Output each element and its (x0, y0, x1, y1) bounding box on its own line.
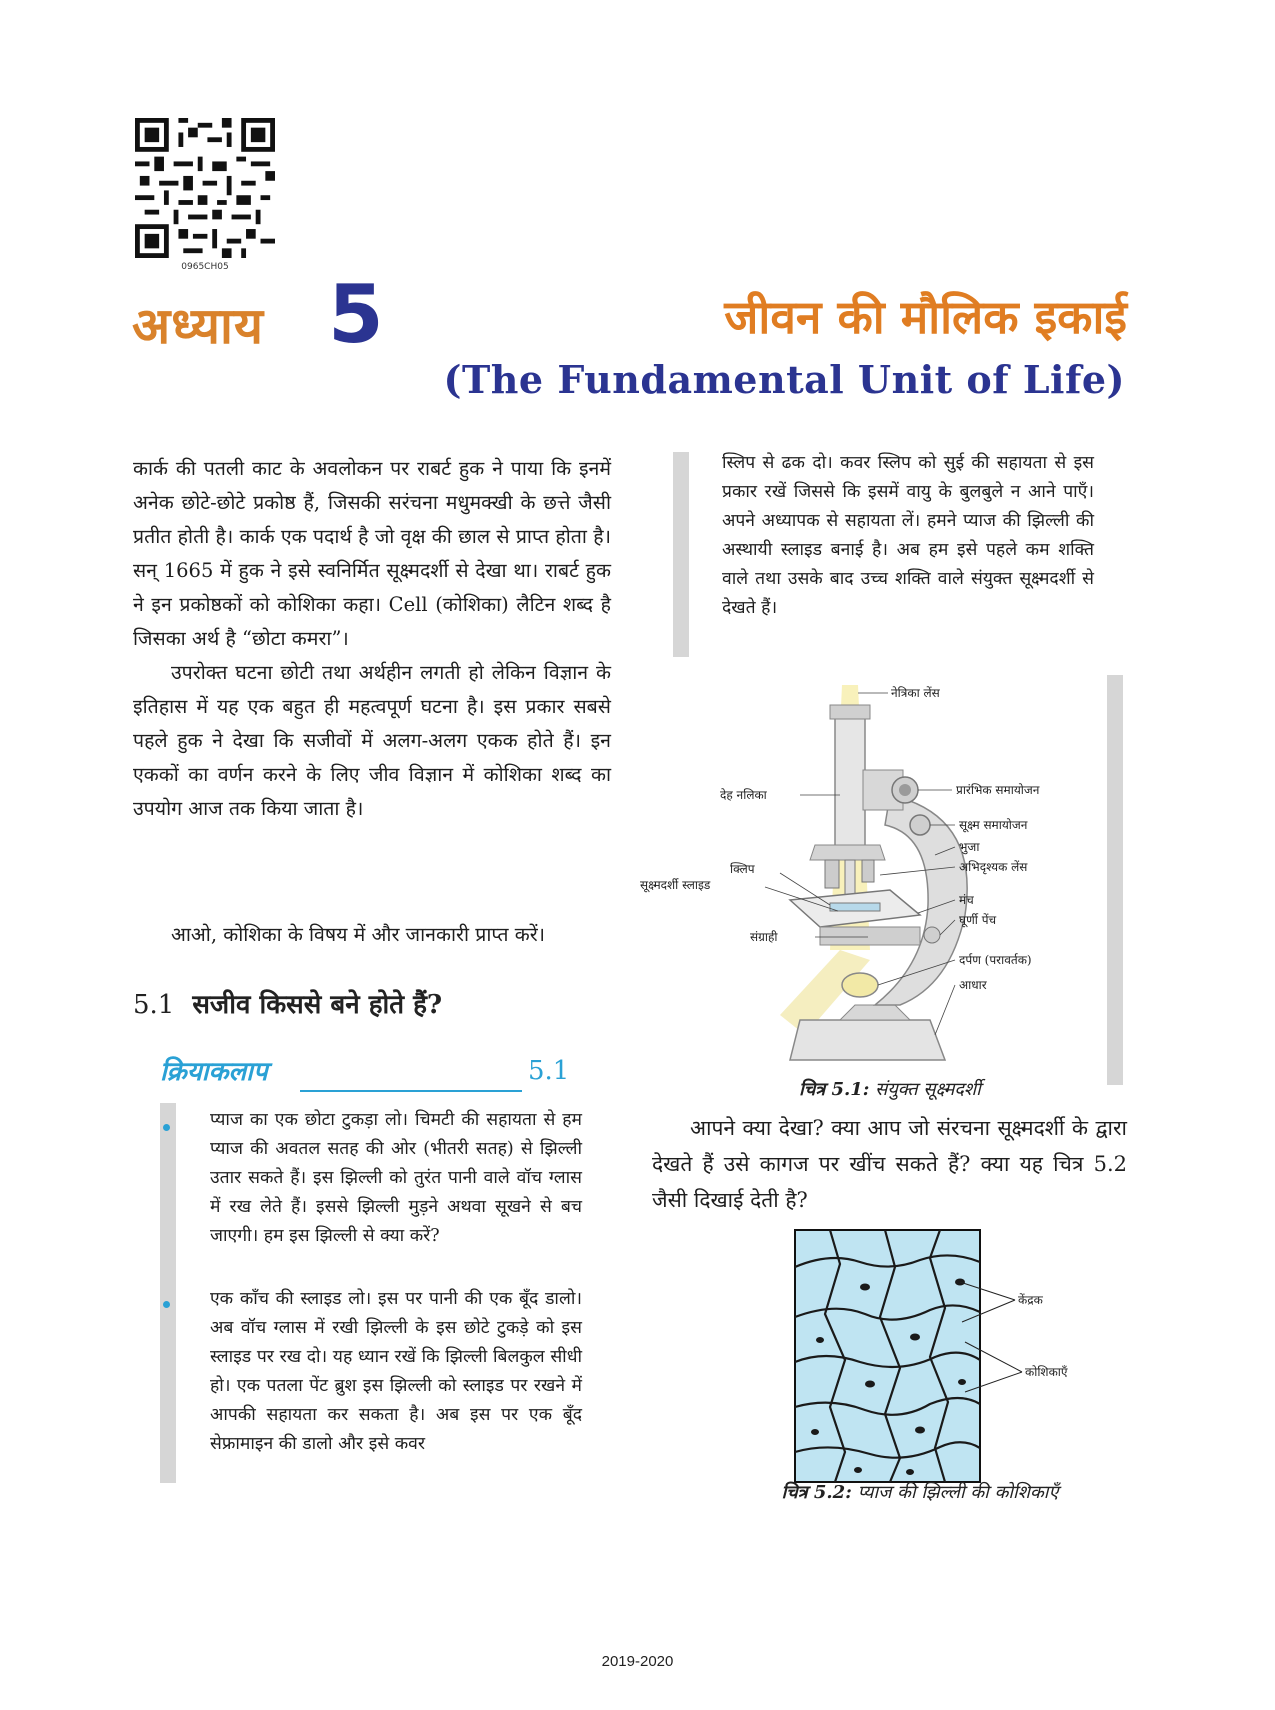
label-base: आधार (959, 978, 987, 992)
label-stage: मंच (959, 893, 974, 907)
chapter-word: अध्याय (132, 296, 264, 355)
label-condenser: संग्राही (750, 930, 778, 944)
figure-5-1-caption (680, 1077, 1100, 1101)
paragraph-significance: उपरोक्त घटना छोटी तथा अर्थहीन लगती हो लेकिन विज्ञान के इतिहास में यह एक बहुत ही महत्वपूर्ण घटना है। इस प्रकार सबसे पहले हुक ने देखा कि सजीवों में अलग-अलग एकक होते हैं। इन एककों का वर्णन करने के लिए जीव विज्ञान में कोशिका शब्द का उपयोग आज तक किया जाता है। (133, 661, 611, 820)
label-slide: सूक्ष्मदर्शी स्लाइड (640, 878, 711, 892)
activity-label: क्रियाकलाप (160, 1057, 268, 1087)
chapter-title-english: (The Fundamental Unit of Life) (443, 357, 1125, 402)
label-body-tube: देह नलिका (720, 788, 767, 802)
paragraph-intro: कार्क की पतली काट के अवलोकन पर राबर्ट हुक ने पाया कि इनमें अनेक छोटे-छोटे प्रकोष्ठ हैं, जिसकी सरंचना मधुमक्खी के छत्ते जैसी प्रतीत होती है। कार्क एक पदार्थ है जो वृक्ष की छाल से प्राप्त होता है। सन् 1665 में हुक ने इसे स्वनिर्मित सूक्ष्मदर्शी से देखा था। राबर्ट हुक ने इन प्रकोष्ठकों को कोशिका कहा। Cell (कोशिका) लैटिन शब्द है जिसका अर्थ है “छोटा कमरा”। (133, 457, 611, 650)
figure-5-1-text: संयुक्त सूक्ष्मदर्शी (869, 1079, 981, 1100)
label-mirror: दर्पण (परावर्तक) (959, 953, 1032, 967)
paragraph-invitation: आओ, कोशिका के विषय में और जानकारी प्राप्त करें। (171, 923, 546, 946)
left-column-text (133, 452, 611, 826)
question-text: आपने क्या देखा? क्या आप जो संरचना सूक्ष्मदर्शी के द्वारा देखते हैं उसे कागज पर खींच सकते हैं? क्या यह चित्र 5.2 जैसी दिखाई देती है? (652, 1116, 1127, 1212)
label-cells: कोशिकाएँ (1025, 1365, 1068, 1379)
label-revolving-nosepiece: घूर्णी पेंच (959, 913, 997, 927)
label-clip: क्लिप (730, 862, 755, 876)
label-fine-adjustment: सूक्ष्म समायोजन (959, 818, 1028, 832)
bullet-icon (163, 1124, 170, 1131)
section-number: 5.1 (133, 990, 175, 1020)
activity-step-2: एक काँच की स्लाइड लो। इस पर पानी की एक बूँद डालो। अब वॉच ग्लास में रखी झिल्ली के इस छोटे टुकड़े को इस स्लाइड पर रख दो। यह ध्यान रखें कि झिल्ली बिलकुल सीधी हो। एक पतला पेंट ब्रुश इस झिल्ली को स्लाइड पर रखने में आपकी सहायता कर सकता है। अब इस पर एक बूँद सेफ्रामाइन की डालो और इसे कवर (210, 1289, 582, 1454)
section-title: सजीव किससे बने होते हैं? (192, 990, 443, 1020)
figure-5-2-caption (690, 1480, 1150, 1504)
figure-5-1-number: चित्र 5.1: (799, 1079, 870, 1100)
label-objective: अभिदृश्यक लेंस (959, 860, 1028, 874)
figure-5-2-number: चित्र 5.2: (781, 1482, 852, 1503)
question-paragraph (652, 1110, 1127, 1218)
label-coarse-adjustment: प्रारंभिक समायोजन (956, 783, 1040, 797)
activity-continuation-text: स्लिप से ढक दो। कवर स्लिप को सुई की सहायता से इस प्रकार रखें जिससे कि इसमें वायु के बुलबुले न आने पाएँ। अपने अध्यापक से सहायता लें। हमने प्याज की झिल्ली की अस्थायी स्लाइड बनाई है। अब हम इसे पहले कम शक्ति वाले तथा उसके बाद उच्च शक्ति वाले संयुक्त सूक्ष्मदर्शी से देखते हैं। (722, 453, 1094, 618)
activity-underline (300, 1090, 522, 1092)
chapter-title-hindi: जीवन की मौलिक इकाई (724, 290, 1127, 344)
qr-code-image (135, 118, 275, 258)
qr-code-label: 0965CH05 (181, 262, 229, 272)
label-eyepiece: नेत्रिका लेंस (891, 686, 940, 700)
label-arm: भुजा (959, 840, 980, 854)
microscope-figure (640, 675, 1110, 1080)
page-footer-year: 2019-2020 (601, 1653, 674, 1670)
activity-continuation-bar (673, 452, 689, 657)
activity-step-1: प्याज का एक छोटा टुकड़ा लो। चिमटी की सहायता से हम प्याज की अवतल सतह की ओर (भीतरी सतह) से झिल्ली उतार सकते हैं। इस झिल्ली को तुरंत पानी वाले वॉच ग्लास में रख लेते हैं। इससे झिल्ली मुड़ने अथवा सूखने से बच जाएगी। हम इस झिल्ली से क्या करें? (210, 1110, 582, 1246)
chapter-number: 5 (328, 268, 384, 361)
section-heading (133, 985, 442, 1021)
label-nucleus: केंद्रक (1018, 1293, 1043, 1307)
activity-number: 5.1 (528, 1056, 570, 1086)
bullet-icon (163, 1301, 170, 1308)
onion-cells-figure (790, 1222, 1130, 1522)
activity-side-bar (160, 1103, 176, 1483)
figure-5-2-text: प्याज की झिल्ली की कोशिकाएँ (851, 1482, 1059, 1503)
